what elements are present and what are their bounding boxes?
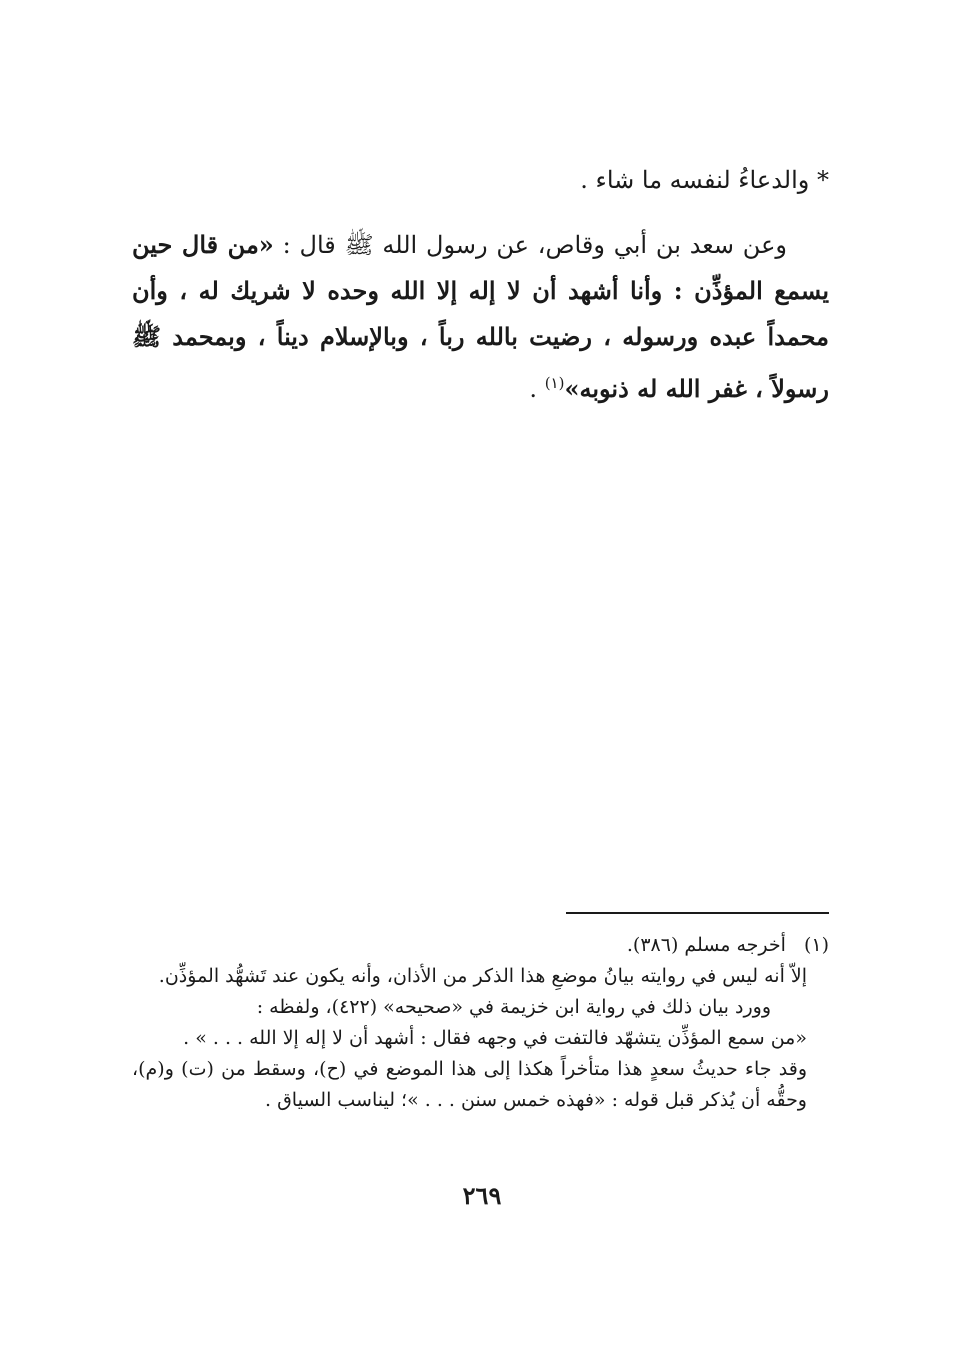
footnote-1-para3: وورد بيان ذلك في رواية ابن خزيمة في «صحيحه» (٤٢٢)، ولفظه : — [256, 996, 771, 1018]
footnote-1-para4 — [132, 1023, 829, 1054]
footnote-1-para5: وقد جاء حديثُ سعدٍ هذا متأخراً هكذا إلى هذا الموضع في (ح)، وسقط من (ت) و(م)، وحقُّه أن يُذكر قبل قوله : «فهذه خمس سنن . . . »؛ ليناسب السياق . — [132, 1058, 807, 1111]
hadith-end: . — [529, 375, 545, 403]
hadith-quote: «من قال حين يسمع المؤذِّن : وأنا أشهد أن لا إله إلا الله وحده لا شريك له ، وأن محمداً عبده ورسوله ، رضيت بالله رباً ، وبالإسلام ديناً ، وبمحمد ﷺ رسولاً ، غفر الله له ذنوبه» — [132, 230, 829, 403]
page-number: ٢٦٩ — [462, 1181, 502, 1210]
footnote-1 — [132, 930, 829, 961]
hadith-paragraph — [132, 222, 829, 412]
hadith-intro: وعن سعد بن أبي وقاص، عن رسول الله ﷺ قال : — [282, 231, 787, 259]
hadith-text — [132, 222, 829, 412]
footnote-marker: (١) — [544, 374, 565, 392]
footnote-1-para2: إلاّ أنه ليس في روايته بيانُ موضعِ هذا الذكر من الأذان، وأنه يكون عند تَشهُّد المؤذِّن. — [158, 965, 807, 987]
footnote-1-para4-quote: «من سمع المؤذِّن يتشهّد فالتفت في وجهه فقال : أشهد أن لا إله إلا الله . . . » — [195, 1027, 807, 1049]
footnotes — [132, 930, 829, 1116]
bullet-line: * والدعاءُ لنفسه ما شاء . — [580, 166, 829, 194]
footnote-1-para4-end: . — [183, 1027, 196, 1049]
footnote-1-line1: أخرجه مسلم (٣٨٦). — [626, 934, 786, 956]
footnote-separator — [566, 912, 829, 914]
footnote-number: (١) — [803, 934, 829, 956]
